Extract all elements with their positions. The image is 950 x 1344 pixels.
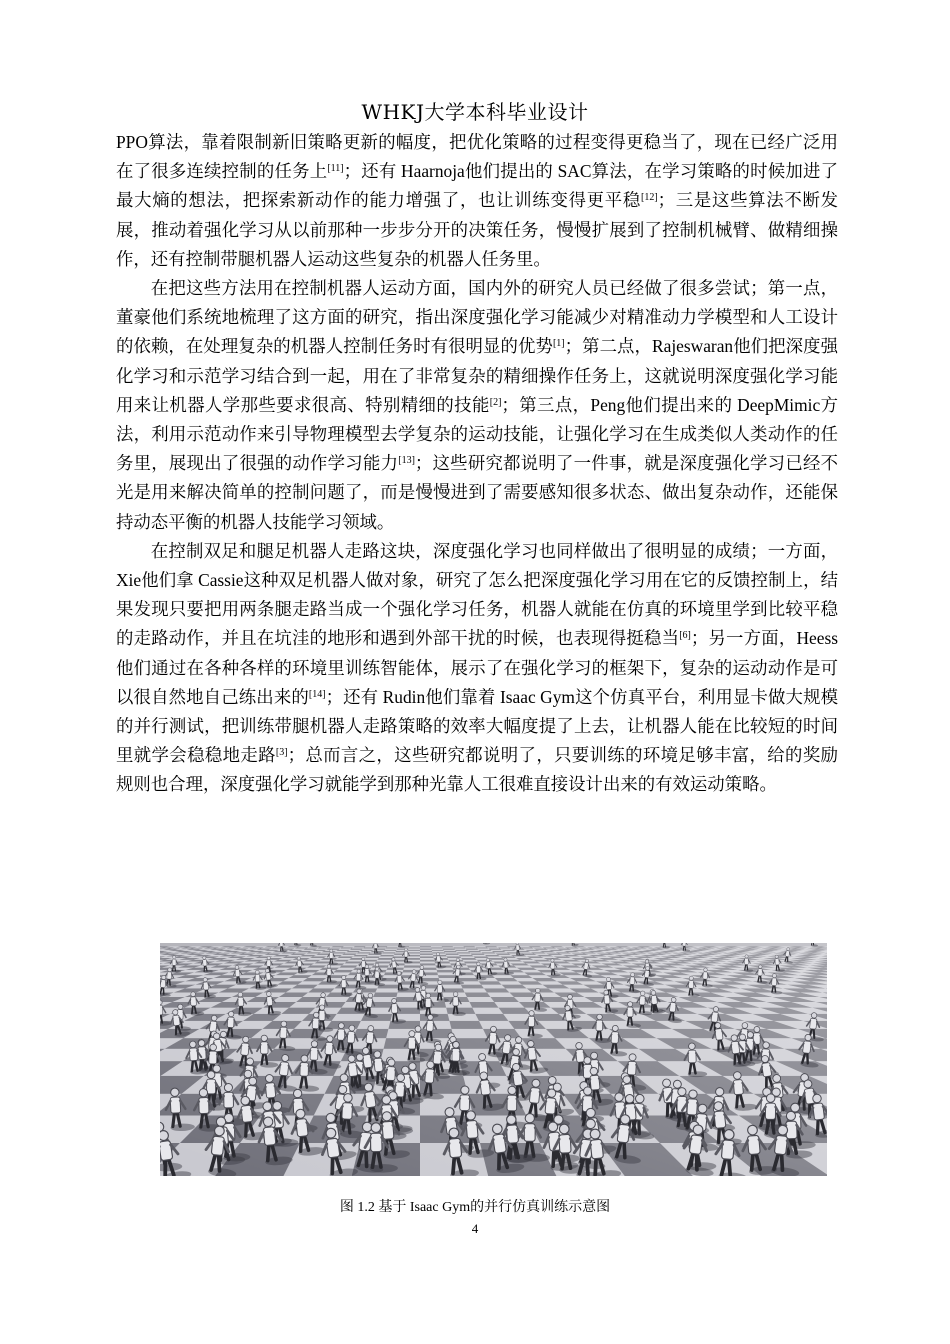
figure-isaac-gym-simulation <box>160 943 827 1176</box>
citation-ref: [11] <box>327 163 344 175</box>
text-run: ；还有 Haarnoja他们提出的 SAC算法，在学习策略的时候加进了最大熵的想法，把探索新动作的能力增强了，也让训练变得更平稳 <box>116 161 838 211</box>
text-run: PPO算法，靠着限制新旧策略更新的幅度，把优化策略的过程变得更稳当了，现在已经广泛用在了很多连续控制的任务上 <box>116 132 838 182</box>
text-run: ；三是这些算法不断发展，推动着强化学习从以前那种一步步分开的决策任务，慢慢扩展到了控制机械臂、做精细操作，还有控制带腿机器人运动这些复杂的机器人任务里。 <box>116 190 838 269</box>
body-text <box>116 128 838 800</box>
text-run: ；另一方面，Heess他们通过在各种各样的环境里训练智能体，展示了在强化学习的框架下，复杂的运动动作是可以很自然地自己练出来的 <box>116 628 838 707</box>
text-run: 在把这些方法用在控制机器人运动方面，国内外的研究人员已经做了很多尝试；第一点，董豪他们系统地梳理了这方面的研究，指出深度强化学习能减少对精准动力学模型和人工设计的依赖，在处理复杂的机器人控制任务时有很明显的优势 <box>116 278 838 357</box>
citation-ref: [13] <box>398 455 415 467</box>
citation-ref: [2] <box>489 396 502 408</box>
text-run: ；总而言之，这些研究都说明了，只要训练的环境足够丰富，给的奖励规则也合理，深度强化学习就能学到那种光靠人工很难直接设计出来的有效运动策略。 <box>116 745 838 795</box>
page-header: WHKJ大学本科毕业设计 <box>361 100 589 124</box>
text-run: ；第三点，Peng他们提出来的 DeepMimic方法，利用示范动作来引导物理模型去学复杂的运动技能，让强化学习在生成类似人类动作的任务里，展现出了很强的动作学习能力 <box>116 394 838 474</box>
paragraph <box>116 537 838 800</box>
citation-ref: [12] <box>640 192 658 204</box>
figure-caption: 图 1.2 基于 Isaac Gym的并行仿真训练示意图 <box>339 1200 611 1215</box>
paragraph <box>116 128 838 274</box>
text-run: ；第二点，Rajeswaran他们把深度强化学习和示范学习结合到一起，用在了非常复杂的精细操作任务上，这就说明深度强化学习能用来让机器人学那些要求很高、特别精细的技能 <box>116 336 838 415</box>
text-run: ；还有 Rudin他们靠着 Isaac Gym这个仿真平台，利用显卡做大规模的并行测试，把训练带腿机器人走路策略的效率大幅度提了上去，让机器人能在比较短的时间里就学会稳稳地走路 <box>116 686 838 766</box>
text-run: 在控制双足和腿足机器人走路这块，深度强化学习也同样做出了很明显的成绩；一方面，Xie他们拿 Cassie这种双足机器人做对象，研究了怎么把深度强化学习用在它的反馈控制上，结果发现只要把用两条腿走路当成一个强化学习任务，机器人就能在仿真的环境里学到比较平稳的走路动作，并且在坑洼的地形和遇到外部干扰的时候，也表现得挺稳当 <box>116 540 838 649</box>
simulation-image <box>160 943 827 1176</box>
paragraph <box>116 274 838 537</box>
page-number: 4 <box>471 1221 479 1236</box>
citation-ref: [6] <box>679 630 691 642</box>
citation-ref: [3] <box>275 747 288 759</box>
citation-ref: [14] <box>308 688 326 700</box>
text-run: ；这些研究都说明了一件事，就是深度强化学习已经不光是用来解决简单的控制问题了，而是慢慢进到了需要感知很多状态、做出复杂动作，还能保持动态平衡的机器人技能学习领域。 <box>116 453 838 532</box>
citation-ref: [1] <box>552 338 565 350</box>
